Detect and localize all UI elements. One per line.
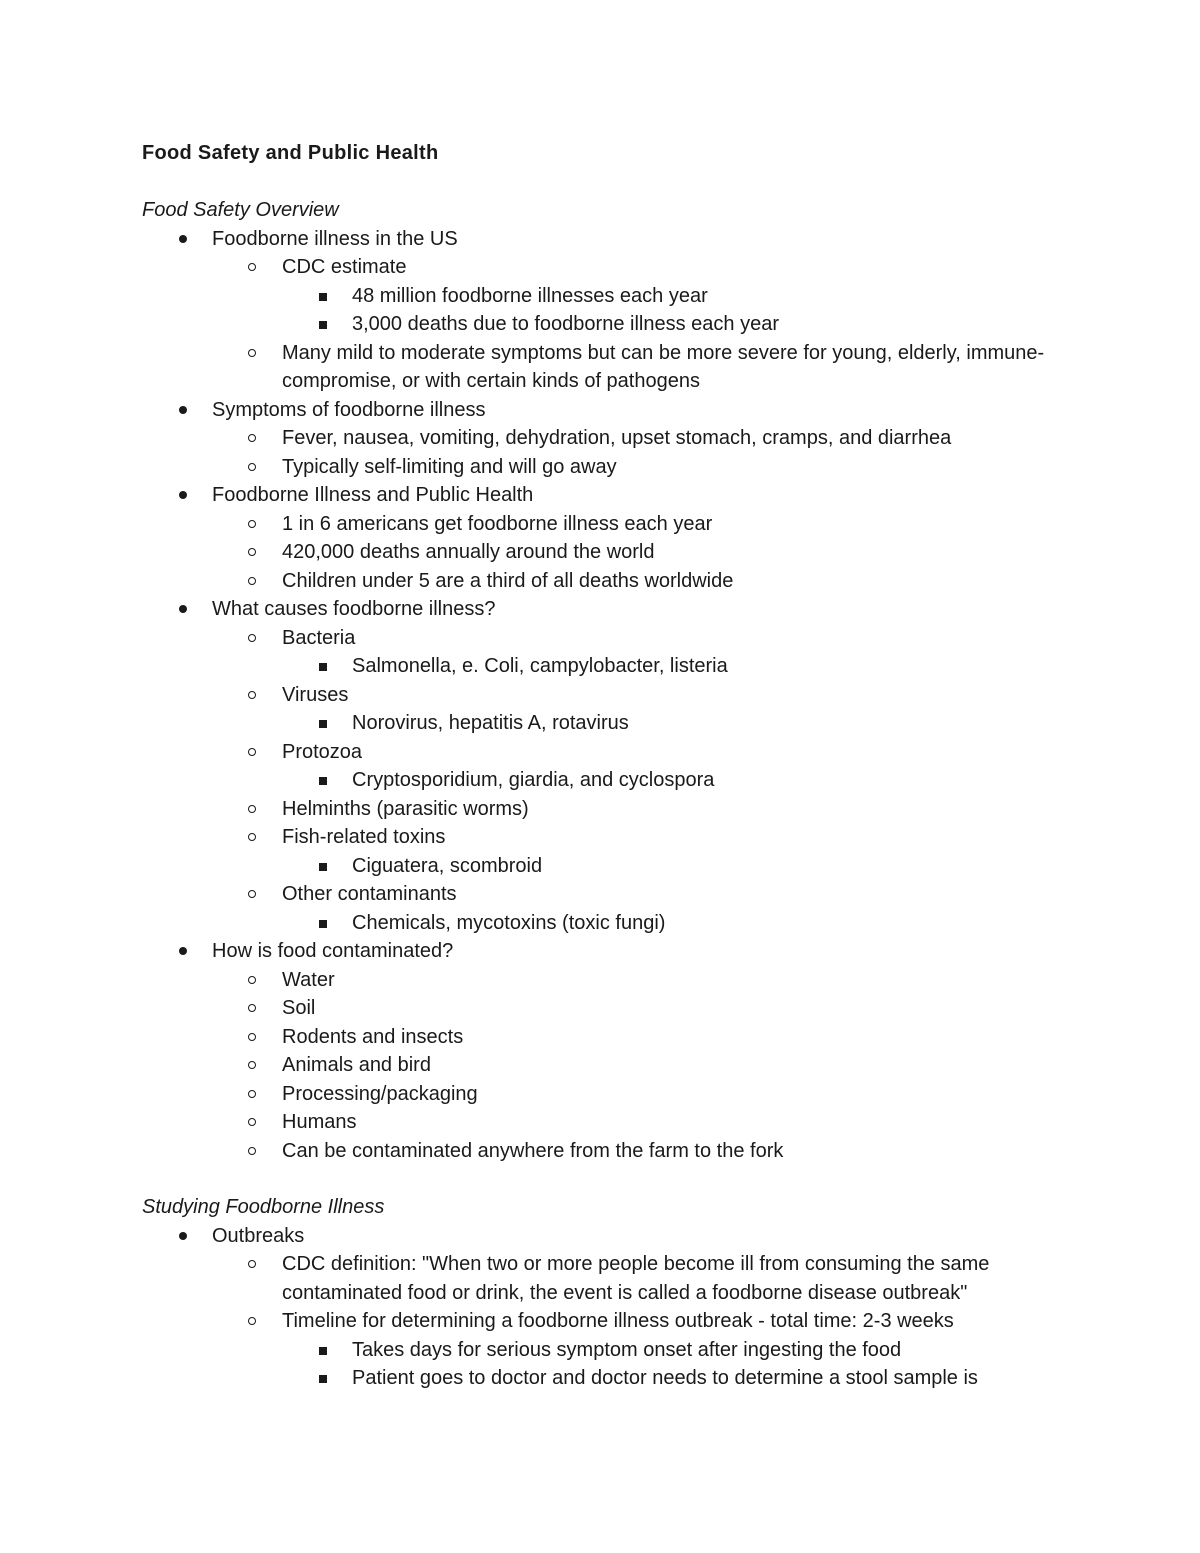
list-item-text: Water: [282, 968, 335, 991]
list-item-text: What causes foodborne illness?: [212, 598, 496, 620]
square-bullet-icon: [316, 1336, 336, 1365]
bullet-list-level-2: [212, 1250, 1082, 1393]
circle-bullet-icon: [246, 424, 266, 453]
bullet-list-level-3: [282, 282, 1082, 339]
list-item-text: Ciguatera, scombroid: [352, 854, 543, 877]
list-item: [212, 1080, 1082, 1109]
document-title: Food Safety and Public Health: [142, 142, 439, 164]
list-item: [212, 538, 1082, 567]
list-item: [282, 1364, 1082, 1393]
square-bullet-icon: [316, 909, 336, 938]
list-item: [212, 567, 1082, 596]
list-item: [212, 1051, 1082, 1080]
list-item-text: How is food contaminated?: [212, 940, 454, 962]
list-item-text: Fish-related toxins: [282, 826, 446, 848]
section-heading: Food Safety Overview: [142, 199, 339, 221]
list-item: [142, 396, 1082, 482]
circle-bullet-icon: [246, 1307, 266, 1336]
bullet-list-level-3: [282, 766, 1082, 795]
list-item-text: Foodborne illness in the US: [212, 227, 458, 250]
circle-bullet-icon: [246, 823, 266, 852]
bullet-list-level-1: [142, 1222, 1082, 1393]
disc-bullet-icon: [176, 937, 196, 966]
list-item: [212, 1137, 1082, 1166]
list-item-text: CDC definition: "When two or more people become ill from consuming the same contaminated food or drink, the event is called a foodborne disease outbreak": [282, 1253, 990, 1304]
list-item-text: Outbreaks: [212, 1224, 305, 1247]
disc-bullet-icon: [176, 225, 196, 254]
bullet-list-level-2: [212, 253, 1082, 396]
bullet-list-level-1: [142, 225, 1082, 1166]
list-item: [212, 253, 1082, 339]
circle-bullet-icon: [246, 880, 266, 909]
list-item-text: Salmonella, e. Coli, campylobacter, listeria: [352, 655, 728, 677]
list-item: [142, 1222, 1082, 1393]
list-item-text: Chemicals, mycotoxins (toxic fungi): [352, 911, 666, 934]
list-item: [142, 595, 1082, 937]
list-item-text: Timeline for determining a foodborne illness outbreak - total time: 2-3 weeks: [282, 1310, 954, 1332]
circle-bullet-icon: [246, 681, 266, 710]
circle-bullet-icon: [246, 738, 266, 767]
disc-bullet-icon: [176, 481, 196, 510]
bullet-list-level-3: [282, 1336, 1082, 1393]
list-item: [282, 282, 1082, 311]
list-item-text: Animals and bird: [282, 1054, 431, 1076]
circle-bullet-icon: [246, 538, 266, 567]
circle-bullet-icon: [246, 510, 266, 539]
list-item: [212, 966, 1082, 995]
circle-bullet-icon: [246, 994, 266, 1023]
list-item: [142, 225, 1082, 396]
list-item: [212, 1307, 1082, 1393]
list-item-text: Bacteria: [282, 626, 356, 649]
list-item: [212, 424, 1082, 453]
list-item-text: Helminths (parasitic worms): [282, 797, 529, 820]
circle-bullet-icon: [246, 966, 266, 995]
section: [142, 196, 1082, 1165]
circle-bullet-icon: [246, 1023, 266, 1052]
document-page: [142, 138, 1082, 1421]
list-item-text: Children under 5 are a third of all deaths worldwide: [282, 569, 734, 592]
list-item-text: Humans: [282, 1111, 357, 1133]
list-item: [282, 310, 1082, 339]
circle-bullet-icon: [246, 1080, 266, 1109]
list-item-text: Symptoms of foodborne illness: [212, 398, 486, 421]
list-item: [282, 766, 1082, 795]
list-item-text: Can be contaminated anywhere from the farm to the fork: [282, 1139, 784, 1162]
list-item-text: Cryptosporidium, giardia, and cyclospora: [352, 769, 715, 791]
circle-bullet-icon: [246, 1137, 266, 1166]
list-item: [282, 709, 1082, 738]
bullet-list-level-2: [212, 624, 1082, 938]
disc-bullet-icon: [176, 1222, 196, 1251]
list-item-text: 420,000 deaths annually around the world: [282, 541, 655, 563]
list-item-text: Takes days for serious symptom onset after ingesting the food: [352, 1338, 902, 1361]
list-item: [282, 1336, 1082, 1365]
list-item: [212, 510, 1082, 539]
square-bullet-icon: [316, 310, 336, 339]
list-item-text: Protozoa: [282, 740, 363, 763]
disc-bullet-icon: [176, 396, 196, 425]
list-item: [212, 880, 1082, 937]
square-bullet-icon: [316, 852, 336, 881]
circle-bullet-icon: [246, 1250, 266, 1279]
list-item-text: 3,000 deaths due to foodborne illness each year: [352, 313, 779, 335]
list-item-text: Norovirus, hepatitis A, rotavirus: [352, 712, 629, 734]
section: [142, 1193, 1082, 1393]
bullet-list-level-3: [282, 909, 1082, 938]
list-item: [212, 1250, 1082, 1307]
list-item: [212, 1108, 1082, 1137]
circle-bullet-icon: [246, 567, 266, 596]
list-item: [212, 823, 1082, 880]
document-body: [142, 196, 1082, 1393]
list-item-text: Viruses: [282, 683, 349, 706]
list-item: [212, 453, 1082, 482]
bullet-list-level-2: [212, 966, 1082, 1166]
circle-bullet-icon: [246, 624, 266, 653]
list-item-text: Many mild to moderate symptoms but can be more severe for young, elderly, immune-compromise, or with certain kinds of pathogens: [282, 341, 1045, 392]
bullet-list-level-2: [212, 510, 1082, 596]
list-item: [282, 652, 1082, 681]
list-item-text: Foodborne Illness and Public Health: [212, 484, 534, 506]
bullet-list-level-2: [212, 424, 1082, 481]
square-bullet-icon: [316, 1364, 336, 1393]
disc-bullet-icon: [176, 595, 196, 624]
list-item-text: Soil: [282, 997, 316, 1019]
square-bullet-icon: [316, 282, 336, 311]
list-item-text: Fever, nausea, vomiting, dehydration, upset stomach, cramps, and diarrhea: [282, 427, 952, 449]
circle-bullet-icon: [246, 253, 266, 282]
list-item: [282, 852, 1082, 881]
circle-bullet-icon: [246, 1108, 266, 1137]
list-item-text: Rodents and insects: [282, 1025, 464, 1048]
bullet-list-level-3: [282, 652, 1082, 681]
circle-bullet-icon: [246, 453, 266, 482]
list-item: [212, 795, 1082, 824]
list-item: [142, 481, 1082, 595]
list-item-text: 48 million foodborne illnesses each year: [352, 284, 708, 307]
circle-bullet-icon: [246, 795, 266, 824]
circle-bullet-icon: [246, 1051, 266, 1080]
list-item: [212, 1023, 1082, 1052]
list-item-text: Other contaminants: [282, 883, 457, 905]
list-item-text: Patient goes to doctor and doctor needs to determine a stool sample is: [352, 1367, 978, 1389]
list-item-text: Processing/packaging: [282, 1082, 478, 1105]
bullet-list-level-3: [282, 852, 1082, 881]
list-item: [212, 624, 1082, 681]
circle-bullet-icon: [246, 339, 266, 368]
list-item: [212, 994, 1082, 1023]
list-item-text: CDC estimate: [282, 256, 407, 278]
list-item: [142, 937, 1082, 1165]
square-bullet-icon: [316, 709, 336, 738]
list-item-text: 1 in 6 americans get foodborne illness each year: [282, 512, 713, 535]
list-item: [212, 339, 1082, 396]
list-item: [212, 738, 1082, 795]
bullet-list-level-3: [282, 709, 1082, 738]
section-heading: Studying Foodborne Illness: [142, 1196, 385, 1218]
square-bullet-icon: [316, 766, 336, 795]
list-item-text: Typically self-limiting and will go away: [282, 455, 617, 478]
list-item: [282, 909, 1082, 938]
list-item: [212, 681, 1082, 738]
square-bullet-icon: [316, 652, 336, 681]
